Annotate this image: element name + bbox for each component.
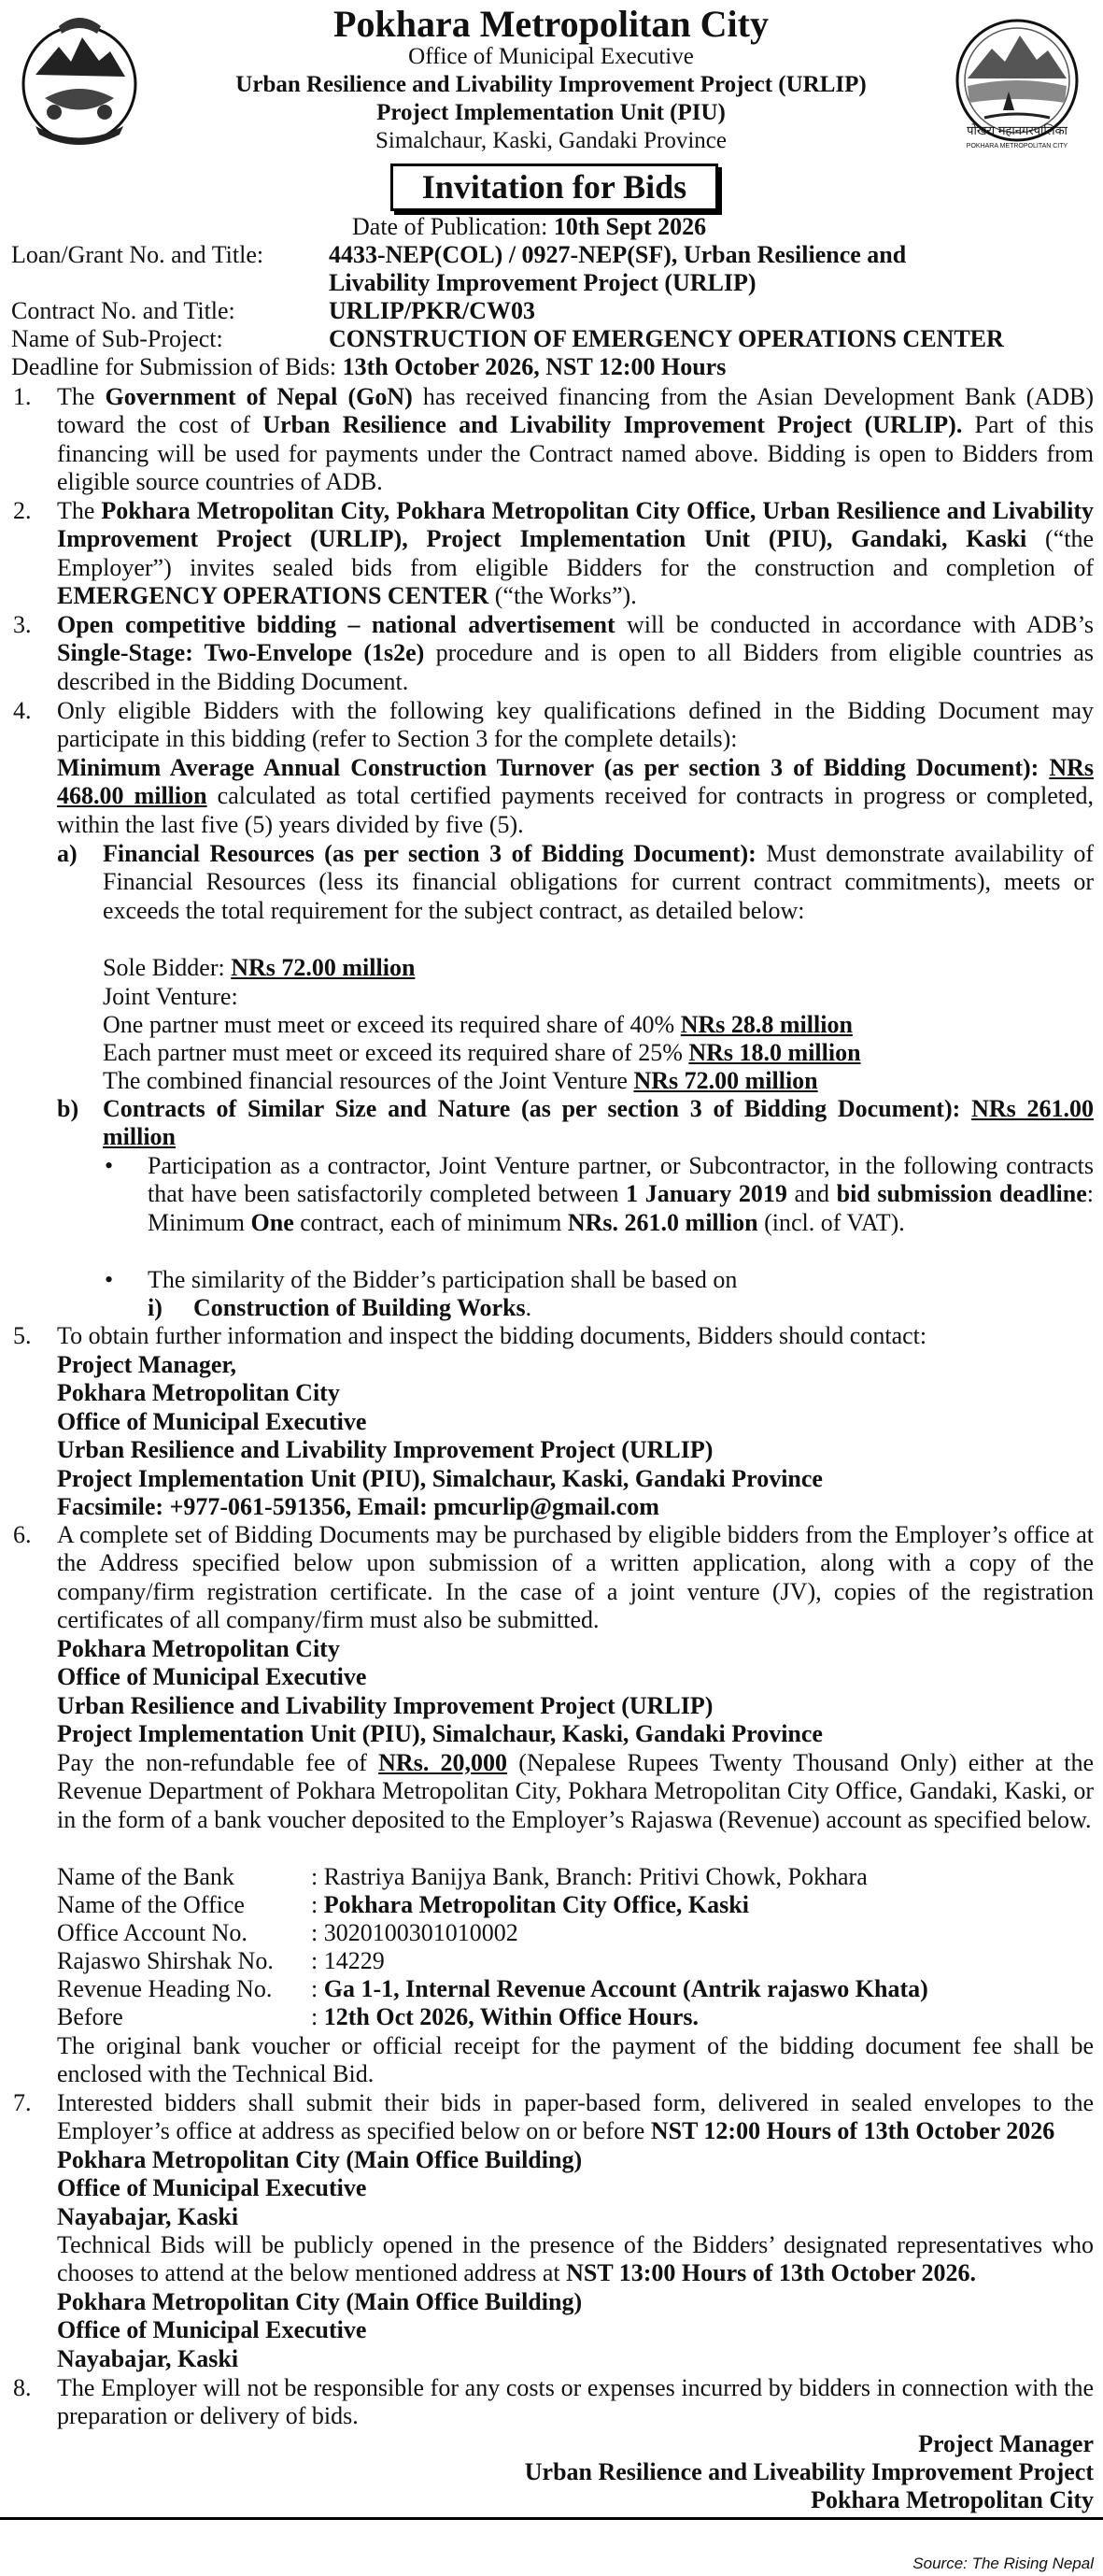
sole-bidder: Sole Bidder: NRs 72.00 million	[103, 954, 416, 981]
voucher-text: The original bank voucher or official receipt for the payment of the bidding document fee shall be enclosed with the Technical Bid.	[57, 2032, 1094, 2088]
item-4-number: 4.	[13, 697, 32, 724]
financial-resources-text: Financial Resources (as per section 3 of Bidding Document): Must demonstrate availability of Financial Resources (less its financial obligations for current contract commitments), meets or exceeds the total requirement for the subject contract, as detailed below:	[103, 840, 1094, 924]
item-8-number: 8.	[13, 2374, 32, 2401]
contract-label: Contract No. and Title:	[11, 297, 235, 324]
signature-title: Project Manager	[918, 2430, 1094, 2457]
publication-label: Date of Publication:	[352, 213, 548, 240]
bottom-divider	[0, 2517, 1103, 2520]
item-2-text: The Pokhara Metropolitan City, Pokhara Metropolitan City Office, Urban Resilience and Livability Improvement Project (URLIP), Project Implementation Unit (PIU), Gandaki, Kaski (“the Employer”) invites sealed bids from eligible Bidders for the construction and completion of EMERGENCY OPERATIONS CENTER (“the Works”).	[57, 497, 1094, 610]
signature-city: Pokhara Metropolitan City	[811, 2486, 1094, 2513]
logo-text-np: पोखरा महानगरपालिका	[967, 123, 1068, 137]
contract-value: URLIP/PKR/CW03	[329, 297, 535, 324]
similarity-item-i-label: i)	[148, 1294, 163, 1321]
address-line: Simalchaur, Kaski, Gandaki Province	[375, 128, 727, 153]
item-1-number: 1.	[13, 383, 32, 410]
participation-text: Participation as a contractor, Joint Venture partner, or Subcontractor, in the following contracts that have been satisfactorily completed between 1 January 2019 and bid submission deadline: Minimum One contract, each of minimum NRs. 261.0 million (incl. of VAT).	[148, 1152, 1094, 1236]
similarity-item-i: Construction of Building Works.	[193, 1294, 532, 1321]
nepal-emblem-icon	[17, 9, 143, 149]
pokhara-metropolitan-logo-icon	[947, 13, 1087, 153]
notice-title-box: Invitation for Bids	[390, 164, 718, 211]
item-5-text: To obtain further information and inspect the bidding documents, Bidders should contact:	[57, 1322, 927, 1349]
jv-partner-40: One partner must meet or exceed its required share of 40% NRs 28.8 million	[103, 1011, 853, 1038]
account-no-row: Office Account No. : 3020100301010002	[57, 1919, 518, 1946]
source-credit: Source: The Rising Nepal	[912, 2555, 1094, 2572]
item-3-number: 3.	[13, 611, 32, 638]
bullet-2: •	[105, 1266, 114, 1293]
publication-value: 10th Sept 2026	[553, 213, 707, 240]
bullet-1: •	[105, 1152, 114, 1179]
loan-value-2: Livability Improvement Project (URLIP)	[329, 269, 757, 296]
office-name-row: Name of the Office : Pokhara Metropolitan City Office, Kaski	[57, 1891, 749, 1918]
item-2-number: 2.	[13, 497, 32, 524]
signature-project: Urban Resilience and Liveability Improvement Project	[524, 2458, 1094, 2485]
item-5-number: 5.	[13, 1322, 32, 1349]
purchase-address-block: Pokhara Metropolitan City Office of Municipal Executive Urban Resilience and Livability Improvement Project (URLIP) Project Implementation Unit (PIU), Simalchaur, Kaski, Gandaki Province	[57, 1635, 823, 1748]
item-6-text: A complete set of Bidding Documents may be purchased by eligible bidders from the Employer’s office at the Address specified below upon submission of a written application, along with a copy of the company/firm registration certificate. In the case of a joint venture (JV), copies of the registration certificates of all company/firm must also be submitted.	[57, 1521, 1094, 1634]
deadline-line	[11, 353, 726, 381]
opening-text: Technical Bids will be publicly opened in the presence of the Bidders’ designated representatives who chooses to attend at the below mentioned address at NST 13:00 Hours of 13th October 2026.	[57, 2231, 1094, 2287]
office-title: Office of Municipal Executive	[408, 44, 694, 69]
before-row: Before : 12th Oct 2026, Within Office Hours.	[57, 2003, 700, 2030]
item-7-text: Interested bidders shall submit their bids in paper-based form, delivered in sealed envelopes to the Employer’s office at address as specified below on or before NST 12:00 Hours of 13th October 2026	[57, 2089, 1094, 2145]
fee-text: Pay the non-refundable fee of NRs. 20,000 (Nepalese Rupees Twenty Thousand Only) either at the Revenue Department of Pokhara Metropolitan City, Pokhara Metropolitan City Office, Gandaki, Kaski, or in the form of a bank voucher deposited to the Employer’s Rajaswa (Revenue) account as specified below.	[57, 1749, 1094, 1833]
deadline-value: 13th October 2026, NST 12:00 Hours	[342, 353, 727, 380]
item-8-text: The Employer will not be responsible for any costs or expenses incurred by bidders in connection with the preparation or delivery of bids.	[57, 2374, 1094, 2430]
bank-name-row: Name of the Bank : Rastriya Banijya Bank, Branch: Pritivi Chowk, Pokhara	[57, 1863, 868, 1890]
loan-value-1: 4433-NEP(COL) / 0927-NEP(SF), Urban Resilience and	[329, 241, 907, 268]
joint-venture-label: Joint Venture:	[103, 983, 238, 1010]
similarity-text: The similarity of the Bidder’s participation shall be based on	[148, 1266, 738, 1293]
rajaswo-row: Rajaswo Shirshak No. : 14229	[57, 1947, 385, 1974]
deadline-label: Deadline for Submission of Bids:	[11, 353, 337, 380]
city-title: Pokhara Metropolitan City	[333, 3, 769, 45]
unit-title: Project Implementation Unit (PIU)	[376, 100, 726, 125]
item-4-intro: Only eligible Bidders with the following key qualifications defined in the Bidding Document may participate in this bidding (refer to Section 3 for the complete details):	[57, 697, 1094, 753]
item-1-text: The Government of Nepal (GoN) has received financing from the Asian Development Bank (ADB) toward the cost of Urban Resilience and Livability Improvement Project (URLIP). Part of this financing will be used for payments under the Contract named above. Bidding is open to Bidders from eligible source countries of ADB.	[57, 383, 1095, 496]
turnover-requirement: Minimum Average Annual Construction Turnover (as per section 3 of Bidding Document): NRs 468.00 million calculated as total certified payments received for contracts in progress or completed, within the last five (5) years divided by five (5).	[57, 754, 1095, 838]
subproject-value: CONSTRUCTION OF EMERGENCY OPERATIONS CENTER	[329, 325, 1004, 352]
item-3-text: Open competitive bidding – national advertisement will be conducted in accordance with ADB’s Single-Stage: Two-Envelope (1s2e) procedure and is open to all Bidders from eligible countries as described in the Bidding Document.	[57, 611, 1094, 695]
similar-contracts-text: Contracts of Similar Size and Nature (as per section 3 of Bidding Document): NRs 261.00 million	[103, 1095, 1095, 1151]
submission-address-block: Pokhara Metropolitan City (Main Office Building) Office of Municipal Executive Nayabajar, Kaski	[57, 2146, 583, 2230]
jv-combined: The combined financial resources of the Joint Venture NRs 72.00 million	[103, 1067, 818, 1094]
item-4a-label: a)	[57, 840, 78, 867]
logo-text-en: POKHARA METROPOLITAN CITY	[966, 143, 1068, 149]
subproject-label: Name of Sub-Project:	[11, 325, 223, 352]
item-7-number: 7.	[13, 2089, 32, 2116]
revenue-heading-row: Revenue Heading No. : Ga 1-1, Internal Revenue Account (Antrik rajaswo Khata)	[57, 1975, 928, 2002]
item-6-number: 6.	[13, 1521, 32, 1548]
loan-label: Loan/Grant No. and Title:	[11, 241, 264, 268]
publication-date	[352, 213, 706, 241]
contact-block: Project Manager, Pokhara Metropolitan City Office of Municipal Executive Urban Resilience and Livability Improvement Project (URLIP) Project Implementation Unit (PIU), Simalchaur, Kaski, Gandaki Province Facsimile: +977-061-591356, Email: pmcurlip@gmail.com	[57, 1351, 823, 1521]
item-4b-label: b)	[57, 1095, 79, 1122]
project-title: Urban Resilience and Livability Improvement Project (URLIP)	[235, 72, 867, 97]
jv-partner-25: Each partner must meet or exceed its required share of 25% NRs 18.0 million	[103, 1039, 861, 1066]
opening-address-block: Pokhara Metropolitan City (Main Office Building) Office of Municipal Executive Nayabajar, Kaski	[57, 2288, 583, 2372]
